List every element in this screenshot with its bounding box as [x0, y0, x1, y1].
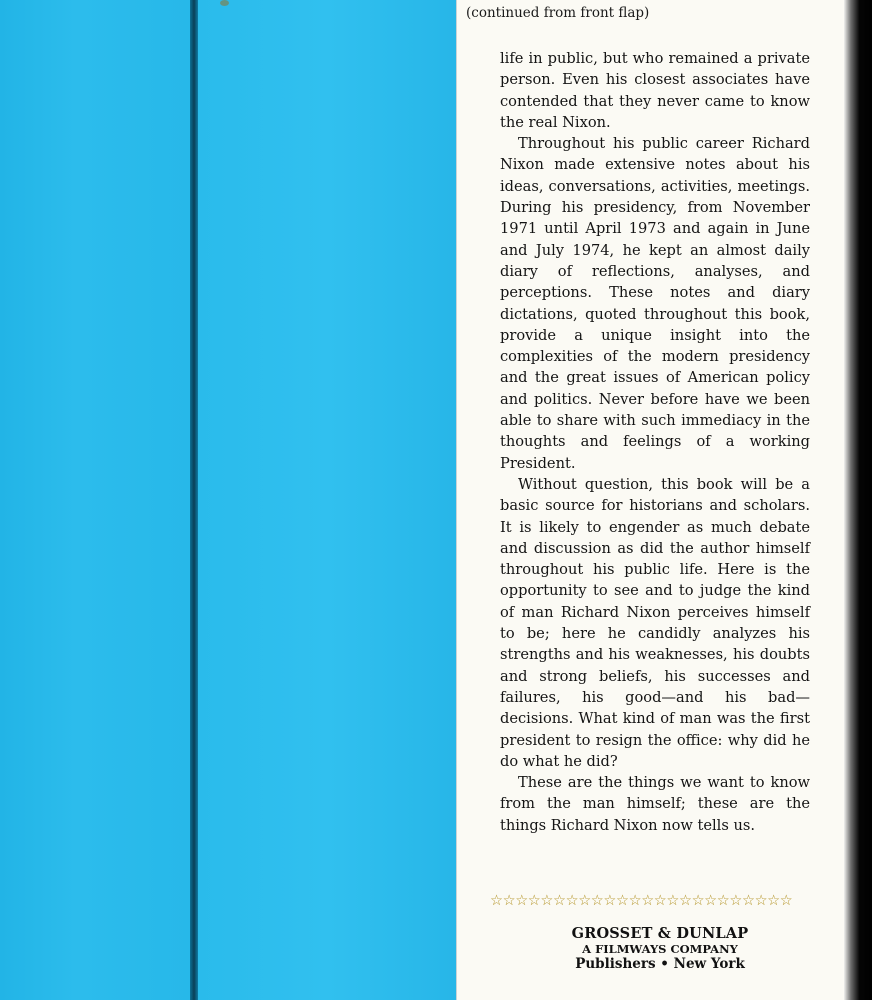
- publisher-name: GROSSET & DUNLAP: [571, 925, 749, 942]
- back-cover-panel: [0, 0, 190, 1000]
- publisher-location: Publishers • New York: [575, 956, 745, 972]
- book-edge-shadow: [844, 0, 872, 1000]
- publisher-imprint: [500, 925, 820, 973]
- cover-fold: [190, 0, 198, 1000]
- cover-panel: [198, 0, 456, 1000]
- flap-body-text: [500, 48, 810, 836]
- cover-smudge-mark: [220, 0, 229, 6]
- flap-paragraph: Throughout his public career Richard Nixon made extensive notes about his ideas, conversations, activities, meetings. During his presidency, from November 1971 until April 1973 and again in June and July 1974, he kept an almost daily diary of reflections, analyses, and perceptions. These notes and diary dictations, quoted throughout this book, provide a unique insight into the complexities of the modern presidency and the great issues of American policy and politics. Never before have we been able to share with such immediacy in the thoughts and feelings of a working President.: [500, 135, 810, 472]
- star-border-decoration: ☆☆☆☆☆☆☆☆☆☆☆☆☆☆☆☆☆☆☆☆☆☆☆☆: [490, 893, 793, 909]
- flap-continuation-note: (continued from front flap): [466, 5, 650, 21]
- publisher-company: A FILMWAYS COMPANY: [582, 942, 738, 956]
- flap-paragraph: life in public, but who remained a private person. Even his closest associates have contended that they never came to know the real Nixon.: [500, 50, 810, 131]
- flap-paragraph: These are the things we want to know from the man himself; these are the things Richard Nixon now tells us.: [500, 774, 810, 834]
- flap-paragraph: Without question, this book will be a basic source for historians and scholars. It is likely to engender as much debate and discussion as did the author himself throughout his public life. Here is the opportunity to see and to judge the kind of man Richard Nixon perceives himself to be; here he candidly analyzes his strengths and his weaknesses, his doubts and strong beliefs, his successes and failures, his good—and his bad—decisions. What kind of man was the first president to resign the office: why did he do what he did?: [500, 475, 810, 770]
